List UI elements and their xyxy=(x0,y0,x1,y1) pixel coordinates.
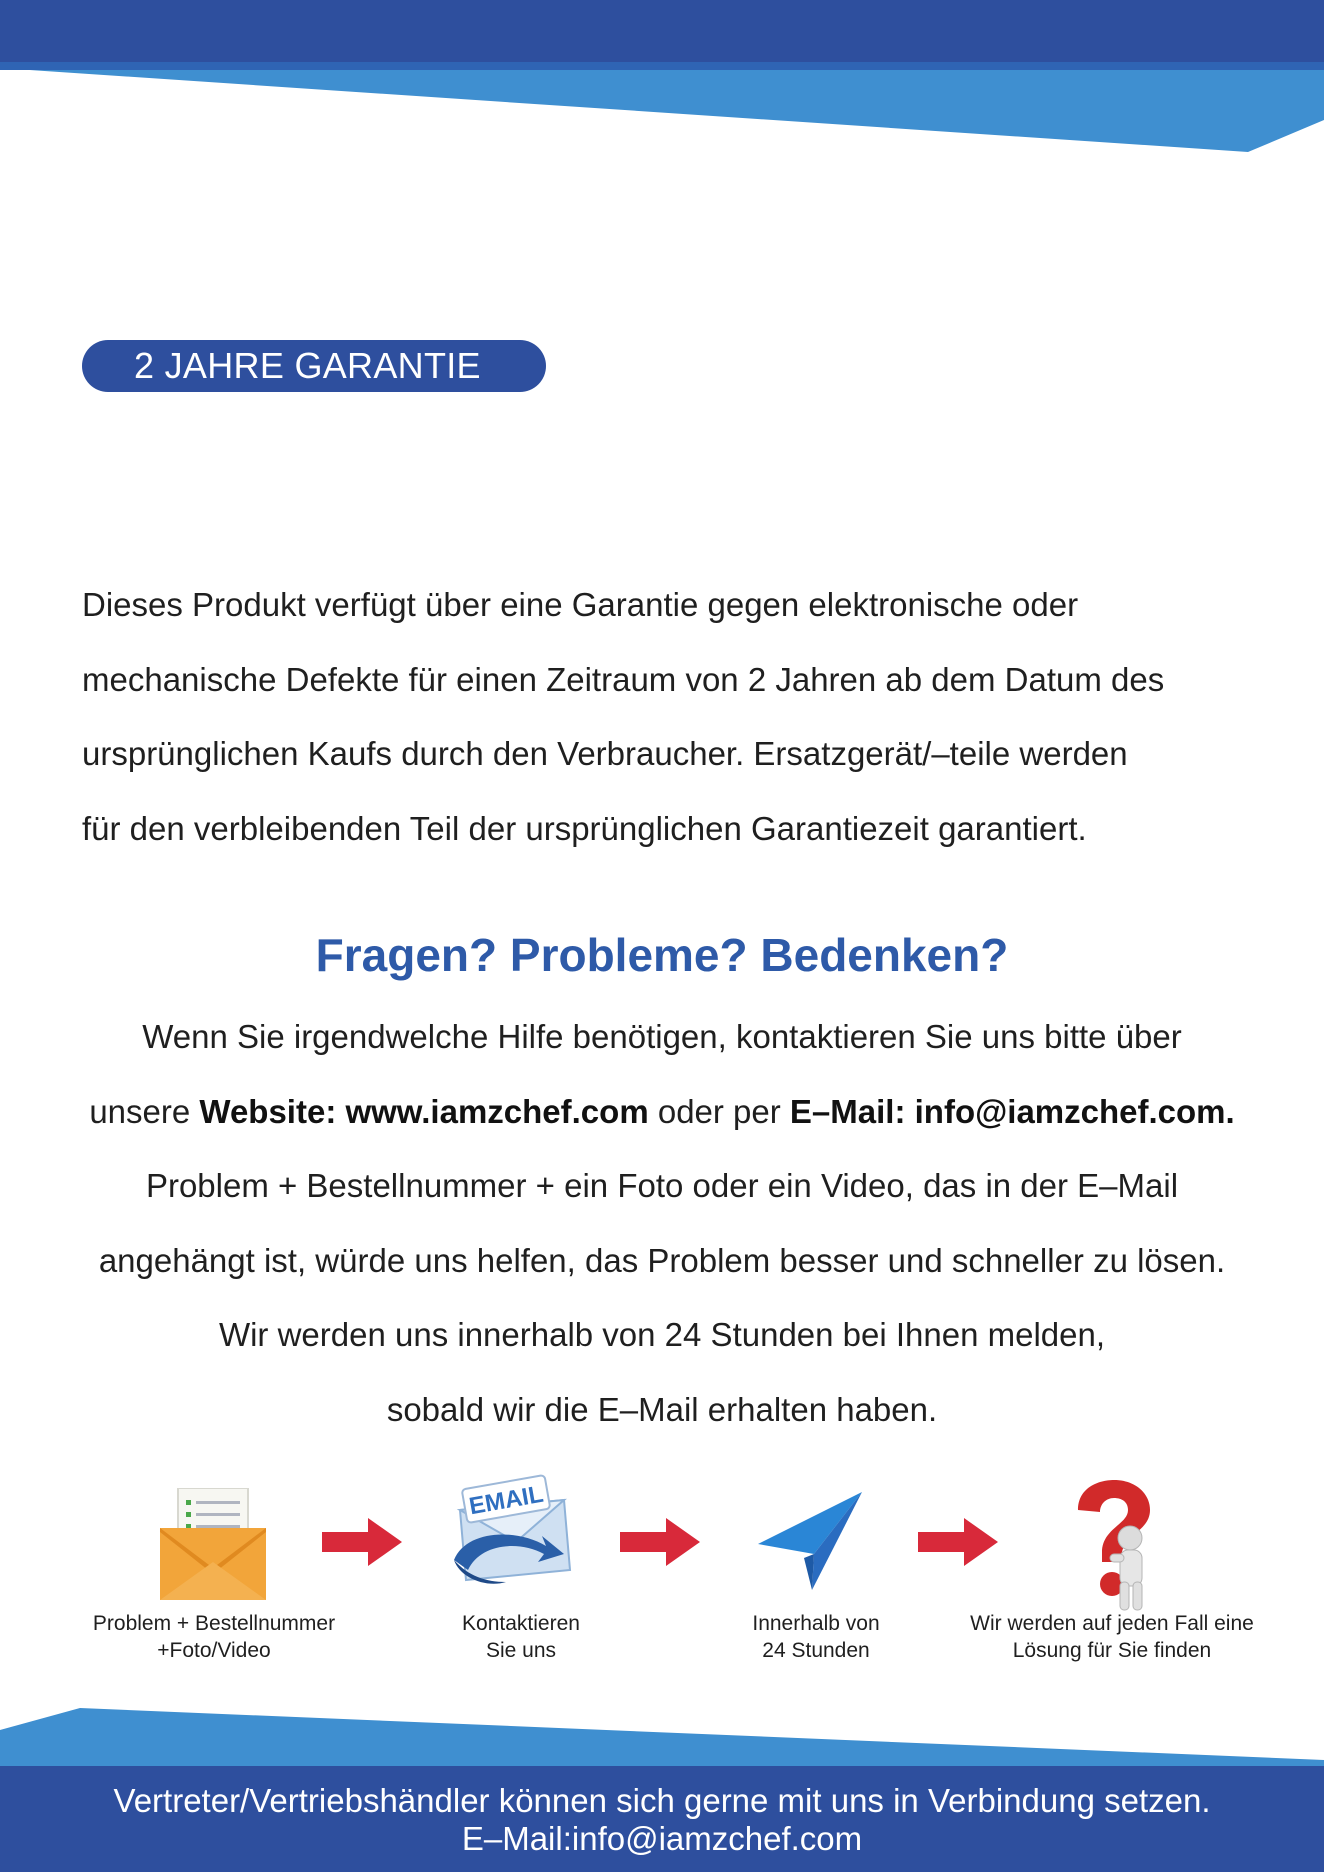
email-envelope-icon xyxy=(446,1470,576,1600)
step-2-label xyxy=(406,1610,636,1664)
footer-text xyxy=(0,1782,1324,1858)
step-label-line: Innerhalb von xyxy=(752,1612,880,1635)
help-line: angehängt ist, würde uns helfen, das Problem besser und schneller zu lösen. xyxy=(98,1241,1226,1279)
help-text xyxy=(0,1000,1324,1447)
envelope-list-icon xyxy=(158,1488,268,1600)
email-link[interactable]: E–Mail: info@iamzchef.com. xyxy=(789,1092,1235,1130)
help-line: Wenn Sie irgendwelche Hilfe benötigen, kontaktieren Sie uns bitte über xyxy=(142,1018,1182,1055)
faq-title: Fragen? Probleme? Bedenken? xyxy=(315,929,1009,981)
step-label-line: Kontaktieren xyxy=(462,1612,580,1635)
step-3-label xyxy=(712,1610,920,1664)
arrow-right-icon xyxy=(322,1518,402,1566)
warranty-text xyxy=(82,568,1282,866)
warranty-line: Dieses Produkt verfügt über eine Garantie gegen elektronische oder xyxy=(82,586,1079,623)
step-label-line: Lösung für Sie finden xyxy=(1012,1639,1212,1662)
arrow-right-icon xyxy=(620,1518,700,1566)
step-4-label xyxy=(940,1610,1284,1664)
step-label-line: Sie uns xyxy=(485,1639,557,1662)
step-label-line: +Foto/Video xyxy=(157,1639,271,1662)
step-label-line: Wir werden auf jeden Fall eine xyxy=(970,1612,1254,1635)
arrow-right-icon xyxy=(918,1518,998,1566)
warranty-badge-text: 2 JAHRE GARANTIE xyxy=(134,345,481,386)
email-badge-text: EMAIL xyxy=(467,1480,546,1521)
header-band xyxy=(0,0,1324,160)
warranty-line: mechanische Defekte für einen Zeitraum von 2 Jahren ab dem Datum des xyxy=(82,660,1165,698)
help-line: Problem + Bestellnummer + ein Foto oder ein Video, das in der E–Mail xyxy=(145,1167,1179,1204)
help-line: Wir werden uns innerhalb von 24 Stunden bei Ihnen melden, xyxy=(218,1316,1106,1353)
footer-email[interactable]: E–Mail:info@iamzchef.com xyxy=(461,1820,863,1857)
step-label-line: 24 Stunden xyxy=(762,1639,870,1662)
warranty-line: für den verbleibenden Teil der ursprünglichen Garantiezeit garantiert. xyxy=(82,809,1087,847)
help-line: sobald wir die E–Mail erhalten haben. xyxy=(386,1390,938,1428)
footer-line: Vertreter/Vertriebshändler können sich gerne mit uns in Verbindung setzen. xyxy=(113,1782,1211,1819)
step-1-label xyxy=(80,1610,348,1664)
help-text-fragment: oder per xyxy=(648,1092,790,1130)
help-text-fragment: unsere xyxy=(89,1092,200,1130)
website-link[interactable]: Website: www.iamzchef.com xyxy=(199,1092,649,1130)
contact-steps xyxy=(0,1470,1324,1670)
question-figure-icon xyxy=(1064,1480,1160,1612)
warranty-line: ursprünglichen Kaufs durch den Verbraucher. Ersatzgerät/–teile werden xyxy=(82,735,1128,772)
warranty-badge xyxy=(82,340,546,392)
help-line-contact xyxy=(0,1075,1324,1150)
paper-plane-icon xyxy=(758,1492,866,1592)
step-label-line: Problem + Bestellnummer xyxy=(92,1612,336,1635)
